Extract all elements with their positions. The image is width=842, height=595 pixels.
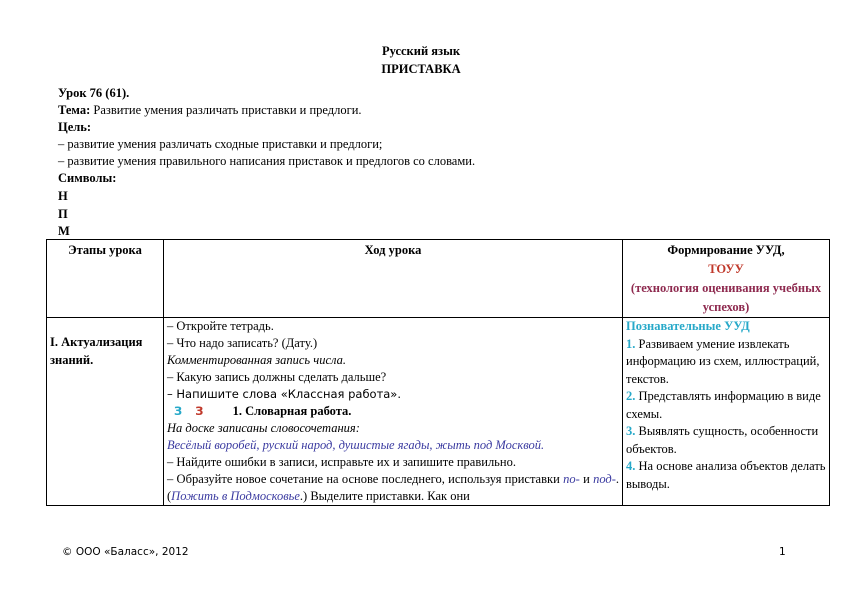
course-line: – Откройте тетрадь.: [167, 319, 274, 333]
header-uud: [623, 240, 830, 318]
uud-cognitive-title: Познавательные УУД: [626, 319, 750, 333]
lesson-table: [46, 239, 830, 506]
theme-text: Развитие умения различать приставки и предлоги.: [93, 103, 362, 117]
stage-name: I. Актуализация знаний.: [50, 335, 143, 367]
header-course: Ход урока: [164, 240, 623, 318]
table-row: [47, 318, 830, 506]
uud-cell: [623, 318, 830, 506]
header-stages: Этапы урока: [47, 240, 164, 318]
symbols-label: Символы:: [58, 171, 117, 185]
course-cell: [164, 318, 623, 506]
symbol-m: М: [58, 224, 70, 238]
page-number: 1: [779, 546, 786, 558]
symbol-z-cyan: З: [174, 404, 183, 418]
uud-item: 2. Представлять информацию в виде схемы.: [626, 389, 821, 421]
phrases-line: Весёлый воробей, руский народ, душистые ягады, жыть под Москвой.: [167, 438, 545, 452]
uud-tech: (технология оценивания учебных успехов): [630, 281, 822, 314]
lesson-number: Урок 76 (61).: [58, 86, 130, 100]
course-line: – Напишите слова «Классная работа».: [167, 387, 402, 401]
subject-title: Русский язык: [381, 44, 461, 58]
theme-label: Тема:: [58, 103, 91, 117]
goal-item: – развитие умения различать сходные приставки и предлоги;: [58, 137, 383, 151]
course-line: [167, 403, 619, 420]
course-line: – Найдите ошибки в записи, исправьте их и запишите правильно.: [167, 455, 516, 469]
prefix-po: по-: [563, 472, 580, 486]
example-phrase: Пожить в Подмосковье: [171, 489, 300, 503]
uud-touu: ТОУУ: [708, 262, 744, 276]
uud-item: 1. Развиваем умение извлекать информацию из схем, иллюстраций, текстов.: [626, 336, 820, 386]
uud-item: 4. На основе анализа объектов делать выводы.: [626, 459, 826, 491]
vocab-heading: 1. Словарная работа.: [232, 404, 352, 418]
course-line: Комментированная запись числа.: [167, 353, 346, 367]
symbol-n: Н: [58, 189, 68, 203]
lesson-theme: [58, 103, 362, 118]
stage-cell: [47, 318, 164, 506]
course-line: На доске записаны словосочетания:: [167, 421, 360, 435]
topic-title: ПРИСТАВКА: [381, 62, 461, 76]
goal-item: – развитие умения правильного написания приставок и предлогов со словами.: [58, 154, 476, 168]
symbol-p: П: [58, 207, 68, 221]
uud-item: 3. Выявлять сущность, особенности объектов.: [626, 424, 819, 456]
prefix-pod: под-: [593, 472, 616, 486]
footer-copyright: © ООО «Баласс», 2012: [62, 546, 189, 558]
goal-label: Цель:: [58, 120, 92, 134]
course-paragraph: – Образуйте новое сочетание на основе последнего, используя приставки по- и под-. (Пожить в Подмосковье.) Выделите приставки. Как они: [167, 472, 620, 503]
uud-title: Формирование УУД,: [667, 243, 785, 257]
course-line: – Что надо записать? (Дату.): [167, 336, 318, 350]
symbol-z-red: З: [195, 404, 204, 418]
table-header-row: [47, 240, 830, 318]
course-line: – Какую запись должны сделать дальше?: [167, 370, 387, 384]
